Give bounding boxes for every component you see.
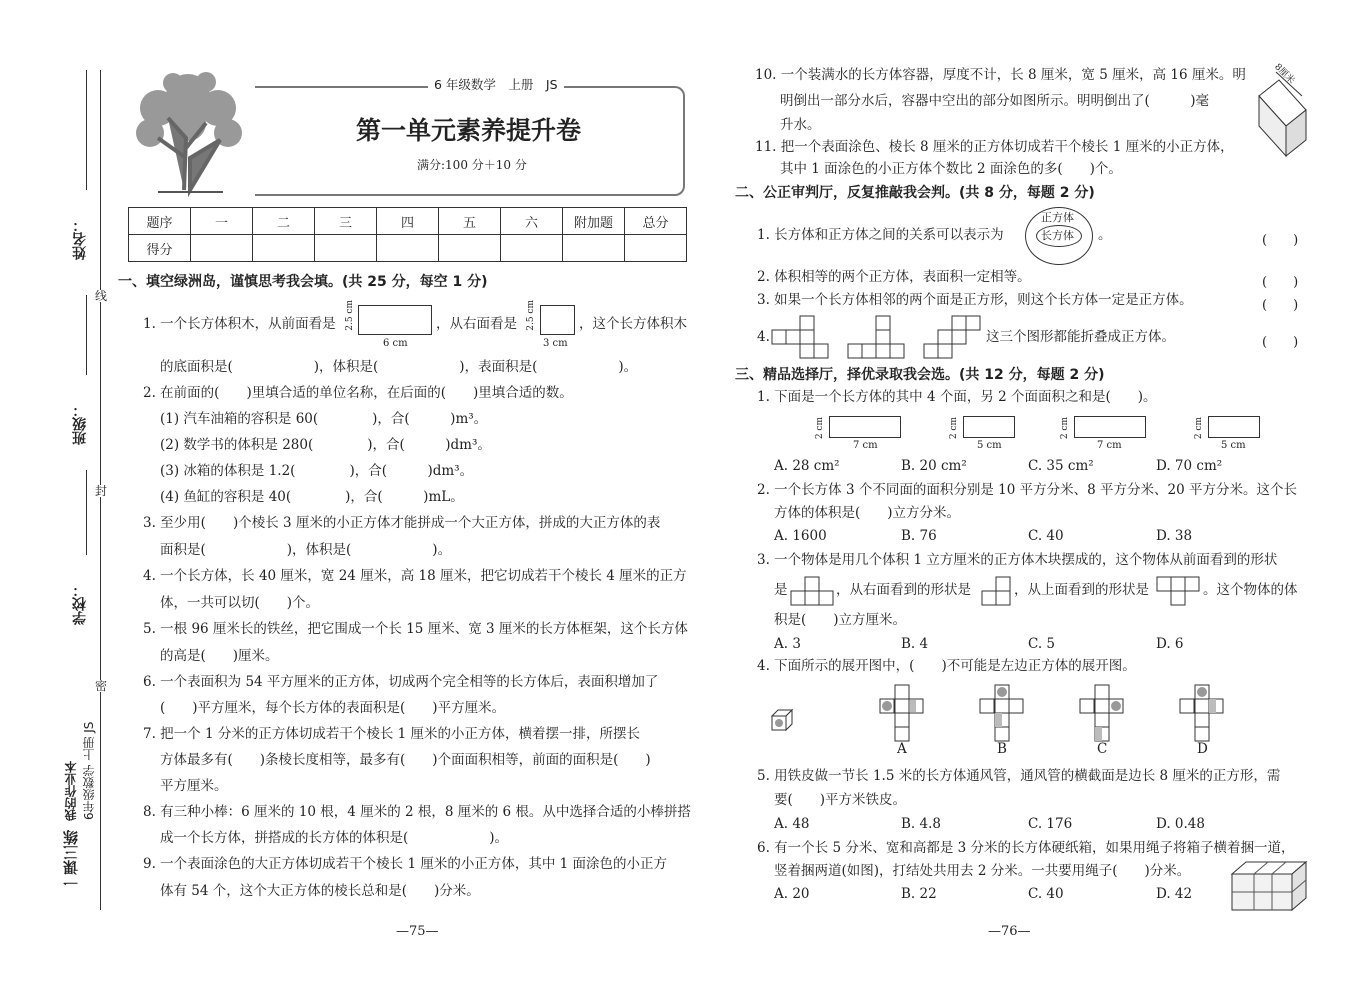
s3-q1-face-1-h: 2 cm	[815, 417, 825, 440]
name-label: 姓名：	[72, 218, 88, 260]
score-cell: 二	[253, 208, 315, 235]
school-underline	[86, 470, 87, 555]
s3-q2-line1: 2. 一个长方体 3 个不同面的面积分别是 10 平方分米、8 平方分米、20 平方分米。这个长	[757, 482, 1297, 498]
q11-line1: 11. 把一个表面涂色、棱长 8 厘米的正方体切成若干个棱长 1 厘米的小正方体，	[755, 139, 1234, 155]
section1-title: 一、填空绿洲岛，谨慎思考我会填。(共 25 分，每空 1 分)	[118, 274, 488, 290]
s3-q6-option-a[interactable]: A. 20	[774, 886, 810, 902]
s3-q1-text: 1. 下面是一个长方体的其中 4 个面，另 2 个面面积之和是( )。	[757, 389, 1157, 405]
q1-front-rect	[358, 305, 432, 335]
class-label: 班级：	[72, 403, 88, 445]
s3-q3-right-view	[982, 577, 1012, 605]
score-input[interactable]	[439, 235, 501, 262]
q6-line1: 6. 一个表面积为 54 平方厘米的正方体，切成两个完全相等的长方体后，表面积增加了	[143, 674, 659, 690]
s2-q4-net-2	[848, 316, 906, 358]
s3-q5-option-c[interactable]: C. 176	[1028, 816, 1073, 832]
score-cell: 附加题	[563, 208, 625, 235]
s2-q4-answer[interactable]: ( )	[1262, 335, 1299, 350]
q7-line2: 方体最多有( )条棱长度相等，最多有( )个面面积相等，前面的面积是( )	[160, 752, 651, 768]
s3-q5-line1: 5. 用铁皮做一节长 1.5 米的长方体通风管，通风管的横截面是边长 8 厘米的正方形，需	[757, 768, 1281, 784]
secret-char: 密	[95, 679, 108, 693]
score-cell: 三	[315, 208, 377, 235]
s3-q1-option-a[interactable]: A. 28 cm²	[774, 458, 840, 474]
s3-q1-option-d[interactable]: D. 70 cm²	[1156, 458, 1223, 474]
score-cell: 题序	[129, 208, 191, 235]
s3-q3-option-c[interactable]: C. 5	[1028, 636, 1056, 652]
q10-figure-label: 8厘米	[1272, 62, 1297, 87]
s2-q3-answer[interactable]: ( )	[1262, 298, 1299, 313]
score-table-score-row	[129, 235, 687, 262]
s3-q5-option-d[interactable]: D. 0.48	[1156, 816, 1205, 832]
page-number-right: —76—	[988, 924, 1031, 939]
q9-line1: 9. 一个表面涂色的大正方体切成若干个棱长 1 厘米的小正方体，其中 1 面涂色的小正方	[143, 856, 668, 872]
q10-line1: 10. 一个装满水的长方体容器，厚度不计，长 8 厘米，宽 5 厘米，高 16 厘米。明	[755, 67, 1246, 83]
s3-q5-option-a[interactable]: A. 48	[774, 816, 810, 832]
s3-q6-option-b[interactable]: B. 22	[901, 886, 937, 902]
q2-1: (1) 汽车油箱的容积是 60( )，合( )m³。	[160, 411, 488, 427]
q1-front-height: 2.5 cm	[345, 300, 355, 331]
name-underline	[86, 70, 87, 190]
score-input[interactable]	[253, 235, 315, 262]
q5-line1: 5. 一根 96 厘米长的铁丝，把它围成一个长 15 厘米、宽 3 厘米的长方体框架，这个长方体	[143, 621, 688, 637]
score-cell: 四	[377, 208, 439, 235]
q3-line1: 3. 至少用( )个棱长 3 厘米的小正方体才能拼成一个大正方体，拼成的大正方体的表	[143, 515, 661, 531]
s3-q6-option-c[interactable]: C. 40	[1028, 886, 1064, 902]
s2-q3-text: 3. 如果一个长方体相邻的两个面是正方形，则这个长方体一定是正方体。	[757, 292, 1193, 308]
score-input[interactable]	[191, 235, 253, 262]
s3-q6-line2: 竖着捆两道(如图)，打结处共用去 2 分米。一共要用绳子( )分米。	[774, 863, 1191, 879]
s2-q2-text: 2. 体积相等的两个正方体，表面积一定相等。	[757, 269, 1031, 285]
q2-3: (3) 冰箱的体积是 1.2( )，合( )dm³。	[160, 463, 474, 479]
seal-char: 封	[95, 484, 108, 498]
score-table-header-row	[129, 208, 687, 235]
s3-q6-box-figure	[1232, 860, 1308, 912]
full-score: 满分:100 分＋10 分	[417, 158, 527, 172]
score-label: 得分	[129, 235, 191, 262]
score-cell: 总分	[625, 208, 687, 235]
page-title: 第一单元素养提升卷	[356, 116, 582, 145]
q1-right-height: 2.5 cm	[526, 300, 536, 331]
q1-line2: 的底面积是( )，体积是( )，表面积是( )。	[160, 359, 638, 375]
q3-line2: 面积是( )，体积是( )。	[160, 542, 452, 558]
book-brand	[60, 760, 81, 890]
s2-q1-end: 。	[1098, 227, 1112, 243]
q8-line1: 8. 有三种小棒：6 厘米的 10 根，4 厘米的 2 根，8 厘米的 6 根。从中选择合适的小棒拼搭	[143, 804, 691, 820]
s2-q1-inner-label: 长方体	[1041, 229, 1074, 242]
q2-4: (4) 鱼缸的容积是 40( )，合( )mL。	[160, 489, 464, 505]
q1-text-c: ，这个长方体积木	[579, 316, 687, 332]
s3-q1-face-1-w: 7 cm	[853, 440, 878, 451]
s3-q3-option-d[interactable]: D. 6	[1156, 636, 1184, 652]
s3-q5-line2: 要( )平方米铁皮。	[774, 792, 907, 808]
page-number-left: —75—	[396, 924, 439, 939]
score-input[interactable]	[315, 235, 377, 262]
score-input[interactable]	[501, 235, 563, 262]
s3-q1-face-2-w: 5 cm	[977, 440, 1002, 451]
s2-q1-answer[interactable]: ( )	[1262, 233, 1299, 248]
q7-line1: 7. 把一个 1 分米的正方体切成若干个棱长 1 厘米的小正方体，横着摆一排，所摆长	[143, 726, 641, 742]
q4-line2: 体，一共可以切( )个。	[160, 595, 320, 611]
s3-q4-cube	[772, 710, 794, 732]
s3-q6-line1: 6. 有一个长 5 分米、宽和高都是 3 分米的长方体硬纸箱，如果用绳子将箱子横着捆一道，	[757, 840, 1295, 856]
s3-q3-text-c: ，从上面看到的形状是	[1014, 582, 1149, 598]
score-input[interactable]	[625, 235, 687, 262]
s3-q2-line2: 方体的体积是( )立方分米。	[774, 505, 961, 521]
s3-q1-face-3	[1074, 416, 1146, 438]
s3-q2-option-d[interactable]: D. 38	[1156, 528, 1193, 544]
s3-q4-text: 4. 下面所示的展开图中，( )不可能是左边正方体的展开图。	[757, 658, 1136, 674]
s3-q3-option-b[interactable]: B. 4	[901, 636, 929, 652]
score-input[interactable]	[377, 235, 439, 262]
s3-q4-label-c[interactable]: C	[1097, 741, 1108, 757]
s3-q3-line1: 3. 一个物体是用几个体积 1 立方厘米的正方体木块摆成的，这个物体从前面看到的形状	[757, 552, 1278, 568]
q7-line3: 平方厘米。	[160, 778, 228, 794]
s3-q4-net-a	[880, 685, 924, 743]
s2-q4-text: 这三个图形都能折叠成正方体。	[986, 329, 1175, 345]
q5-line2: 的高是( )厘米。	[160, 648, 279, 664]
s3-q3-text-d: 。这个物体的体	[1203, 582, 1298, 598]
s3-q3-line3: 积是( )立方厘米。	[774, 612, 907, 628]
s3-q1-face-4-h: 2 cm	[1194, 417, 1204, 440]
q9-line2: 体有 54 个，这个大正方体的棱长总和是( )分米。	[160, 883, 480, 899]
s2-q1-text: 1. 长方体和正方体之间的关系可以表示为	[757, 227, 1004, 243]
section3-title: 三、精品选择厅，择优录取我会选。(共 12 分，每题 2 分)	[735, 367, 1105, 383]
s3-q2-option-c[interactable]: C. 40	[1028, 528, 1064, 544]
header-subtitle: 6 年级数学 上册 JS	[428, 79, 564, 92]
q2-2: (2) 数学书的体积是 280( )，合( )dm³。	[160, 437, 491, 453]
s3-q6-option-d[interactable]: D. 42	[1156, 886, 1193, 902]
score-input[interactable]	[563, 235, 625, 262]
s3-q3-text-b: ，从右面看到的形状是	[836, 582, 971, 598]
q10-line2: 明倒出一部分水后，容器中空出的部分如图所示。明明倒出了( )毫	[780, 93, 1210, 109]
class-underline	[86, 295, 87, 375]
s3-q1-option-b[interactable]: B. 20 cm²	[901, 458, 967, 474]
q1-right-rect	[540, 305, 575, 335]
s3-q1-face-2-h: 2 cm	[949, 417, 959, 440]
s3-q4-label-b[interactable]: B	[997, 741, 1007, 757]
s3-q1-face-1	[829, 416, 901, 438]
score-cell: 六	[501, 208, 563, 235]
s3-q3-text-a: 是	[774, 582, 788, 598]
q8-line2: 成一个长方体，拼搭成的长方体的体积是( )。	[160, 830, 509, 846]
q2-text: 2. 在前面的( )里填合适的单位名称，在后面的( )里填合适的数。	[143, 385, 573, 401]
s3-q1-face-3-w: 7 cm	[1097, 440, 1122, 451]
q1-text-b: ，从右面看是	[436, 316, 517, 332]
q11-line2: 其中 1 面涂色的小正方体个数比 2 面涂色的多( )个。	[780, 161, 1122, 177]
s3-q1-option-c[interactable]: C. 35 cm²	[1028, 458, 1094, 474]
s3-q4-net-c	[1080, 685, 1124, 743]
s3-q4-net-d	[1180, 685, 1224, 743]
s3-q4-label-a[interactable]: A	[897, 741, 907, 757]
s3-q1-face-3-h: 2 cm	[1060, 417, 1070, 440]
s2-q1-outer-label: 正方体	[1041, 211, 1074, 224]
school-label: 学校：	[72, 583, 88, 625]
s3-q3-option-a[interactable]: A. 3	[774, 636, 801, 652]
section2-title: 二、公正审判厅，反复推敲我会判。(共 8 分，每题 2 分)	[735, 185, 1095, 201]
s3-q2-option-a[interactable]: A. 1600	[774, 528, 827, 544]
book-grade: 6年级数学 上册 JS	[82, 721, 96, 820]
s2-q4-number: 4.	[757, 329, 770, 345]
s3-q1-face-4	[1208, 416, 1260, 438]
s3-q4-label-d[interactable]: D	[1197, 741, 1208, 757]
q6-line2: ( )平方厘米，每个长方体的表面积是( )平方厘米。	[160, 700, 506, 716]
s2-q4-net-3	[924, 316, 982, 358]
q1-front-width: 6 cm	[383, 338, 408, 349]
q10-line3: 升水。	[780, 117, 821, 133]
score-cell: 一	[191, 208, 253, 235]
q4-line1: 4. 一个长方体，长 40 厘米，宽 24 厘米，高 18 厘米，把它切成若干个棱长 4 厘米的正方	[143, 568, 687, 584]
line-char: 线	[95, 289, 108, 303]
s3-q1-face-2	[963, 416, 1015, 438]
s3-q5-option-b[interactable]: B. 4.8	[901, 816, 941, 832]
s2-q4-net-1	[772, 316, 830, 358]
s3-q3-front-view	[791, 577, 835, 605]
s3-q2-option-b[interactable]: B. 76	[901, 528, 937, 544]
tree-logo	[128, 68, 250, 196]
score-cell: 五	[439, 208, 501, 235]
s3-q1-face-4-w: 5 cm	[1221, 440, 1246, 451]
s2-q2-answer[interactable]: ( )	[1262, 275, 1299, 290]
book-brand-name: 一课三练	[62, 830, 80, 890]
q1-right-width: 3 cm	[543, 338, 568, 349]
s3-q3-top-view	[1157, 577, 1201, 605]
q1-text-a: 1. 一个长方体积木，从前面看是	[143, 316, 336, 332]
score-table	[128, 207, 687, 262]
book-series: 我的作业本	[64, 760, 78, 821]
s3-q4-net-b	[980, 685, 1024, 743]
